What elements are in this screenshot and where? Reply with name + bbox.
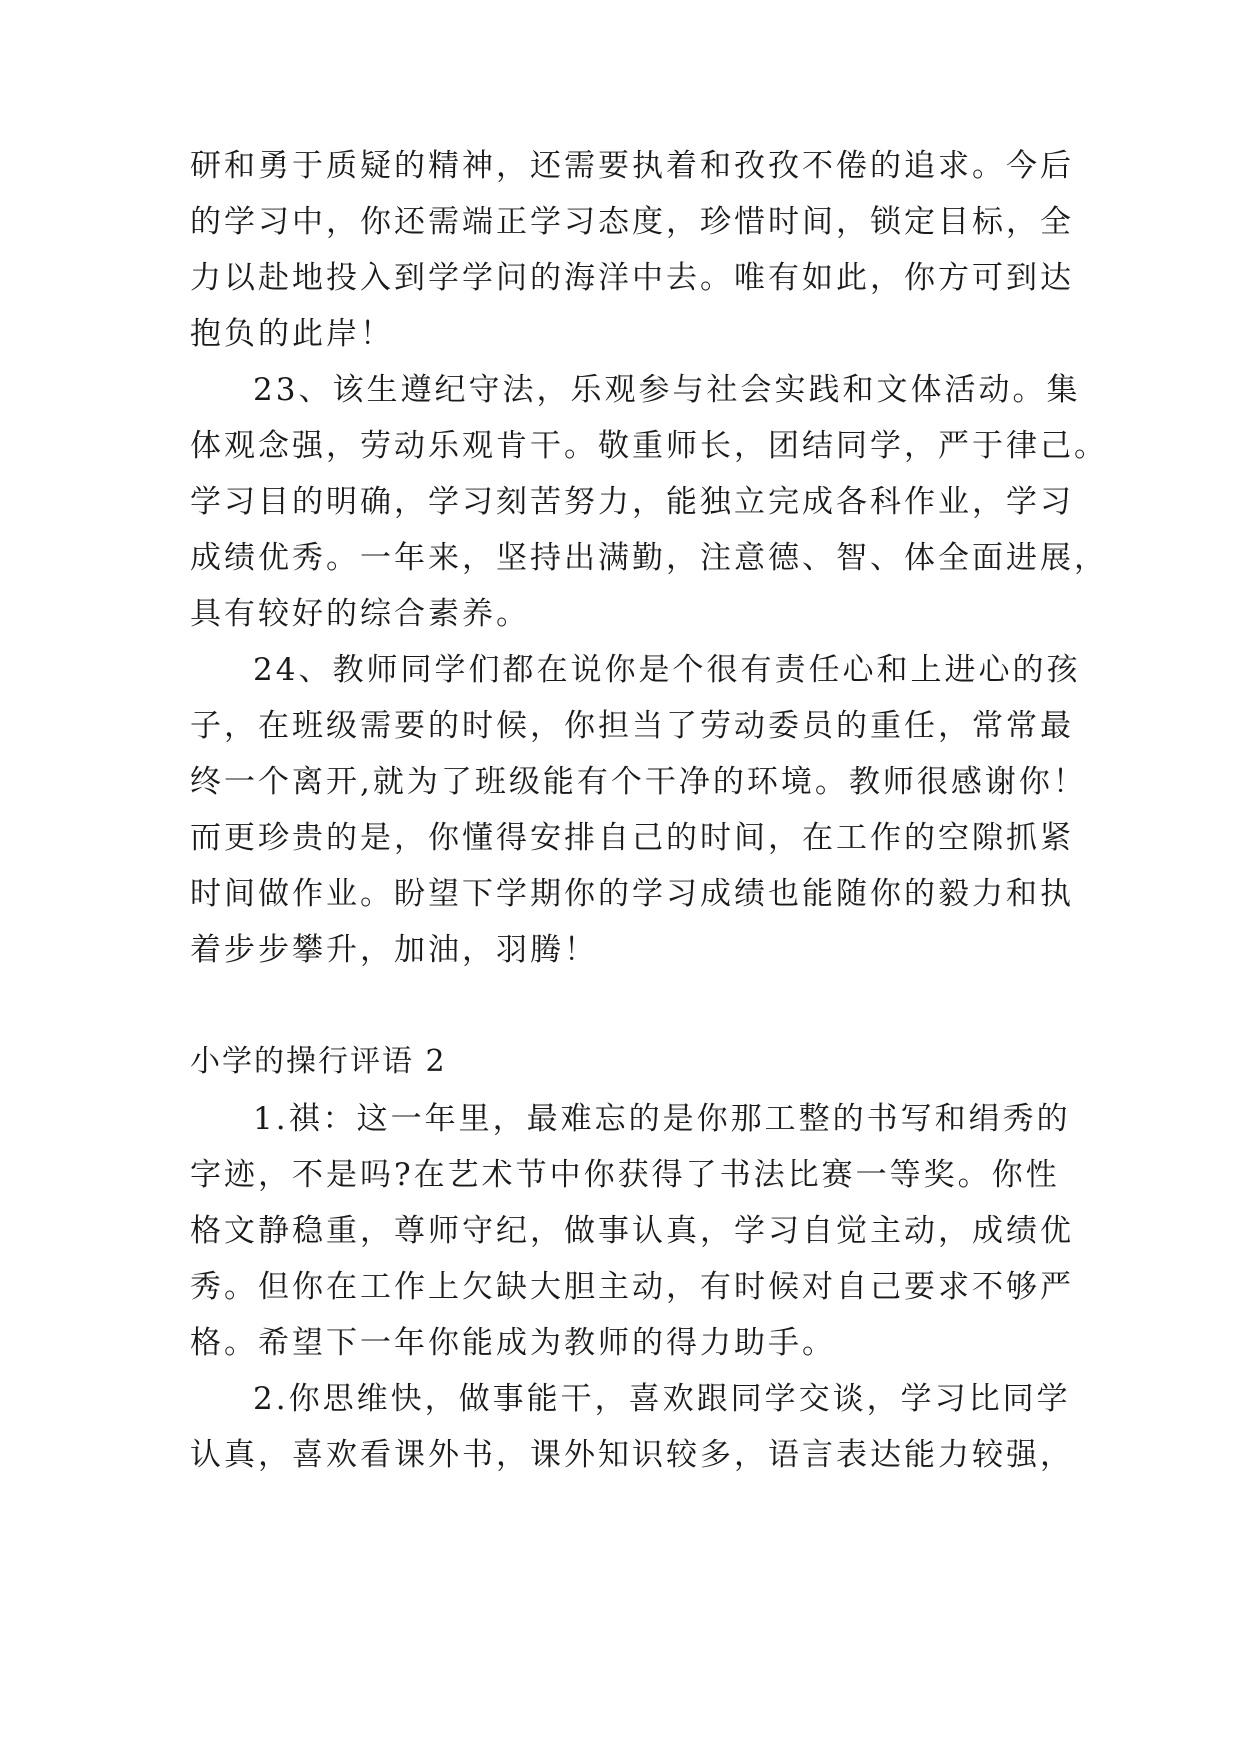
paragraph-2-first-line: 2.你思维快，做事能干，喜欢跟同学交谈，学习比同学: [253, 1381, 1071, 1417]
text-line: 着步步攀升，加油，羽腾！: [190, 932, 598, 968]
text-line: 认真，喜欢看课外书，课外知识较多，语言表达能力较强，: [190, 1437, 1074, 1473]
text-line: 体观念强，劳动乐观肯干。敬重师长，团结同学，严于律己。: [190, 428, 1108, 464]
text-line: 子，在班级需要的时候，你担当了劳动委员的重任，常常最: [190, 708, 1074, 744]
text-line: 研和勇于质疑的精神，还需要执着和孜孜不倦的追求。今后: [190, 148, 1074, 184]
text-line: 格。希望下一年你能成为教师的得力助手。: [190, 1325, 836, 1361]
text-line: 力以赴地投入到学学问的海洋中去。唯有如此，你方可到达: [190, 260, 1074, 296]
text-line: 格文静稳重，尊师守纪，做事认真，学习自觉主动，成绩优: [190, 1213, 1074, 1249]
text-line: 秀。但你在工作上欠缺大胆主动，有时候对自己要求不够严: [190, 1269, 1074, 1305]
text-line: 抱负的此岸！: [190, 316, 394, 352]
text-line: 的学习中，你还需端正学习态度，珍惜时间，锁定目标，全: [190, 204, 1074, 240]
section-heading: 小学的操行评语 2: [190, 1044, 447, 1079]
text-line: 而更珍贵的是，你懂得安排自己的时间，在工作的空隙抓紧: [190, 820, 1074, 856]
paragraph-23-first-line: 23、该生遵纪守法，乐观参与社会实践和文体活动。集: [253, 372, 1081, 408]
text-line: 终一个离开,就为了班级能有个干净的环境。教师很感谢你！: [190, 764, 1087, 800]
paragraph-24-first-line: 24、教师同学们都在说你是个很有责任心和上进心的孩: [253, 652, 1081, 688]
text-line: 学习目的明确，学习刻苦努力，能独立完成各科作业，学习: [190, 484, 1074, 520]
text-line: 成绩优秀。一年来，坚持出满勤，注意德、智、体全面进展，: [190, 540, 1108, 576]
text-line: 字迹，不是吗?在艺术节中你获得了书法比赛一等奖。你性: [190, 1157, 1060, 1193]
text-line: 具有较好的综合素养。: [190, 596, 530, 632]
text-line: 时间做作业。盼望下学期你的学习成绩也能随你的毅力和执: [190, 876, 1074, 912]
paragraph-1-first-line: 1.祺：这一年里，最难忘的是你那工整的书写和绢秀的: [253, 1101, 1071, 1137]
